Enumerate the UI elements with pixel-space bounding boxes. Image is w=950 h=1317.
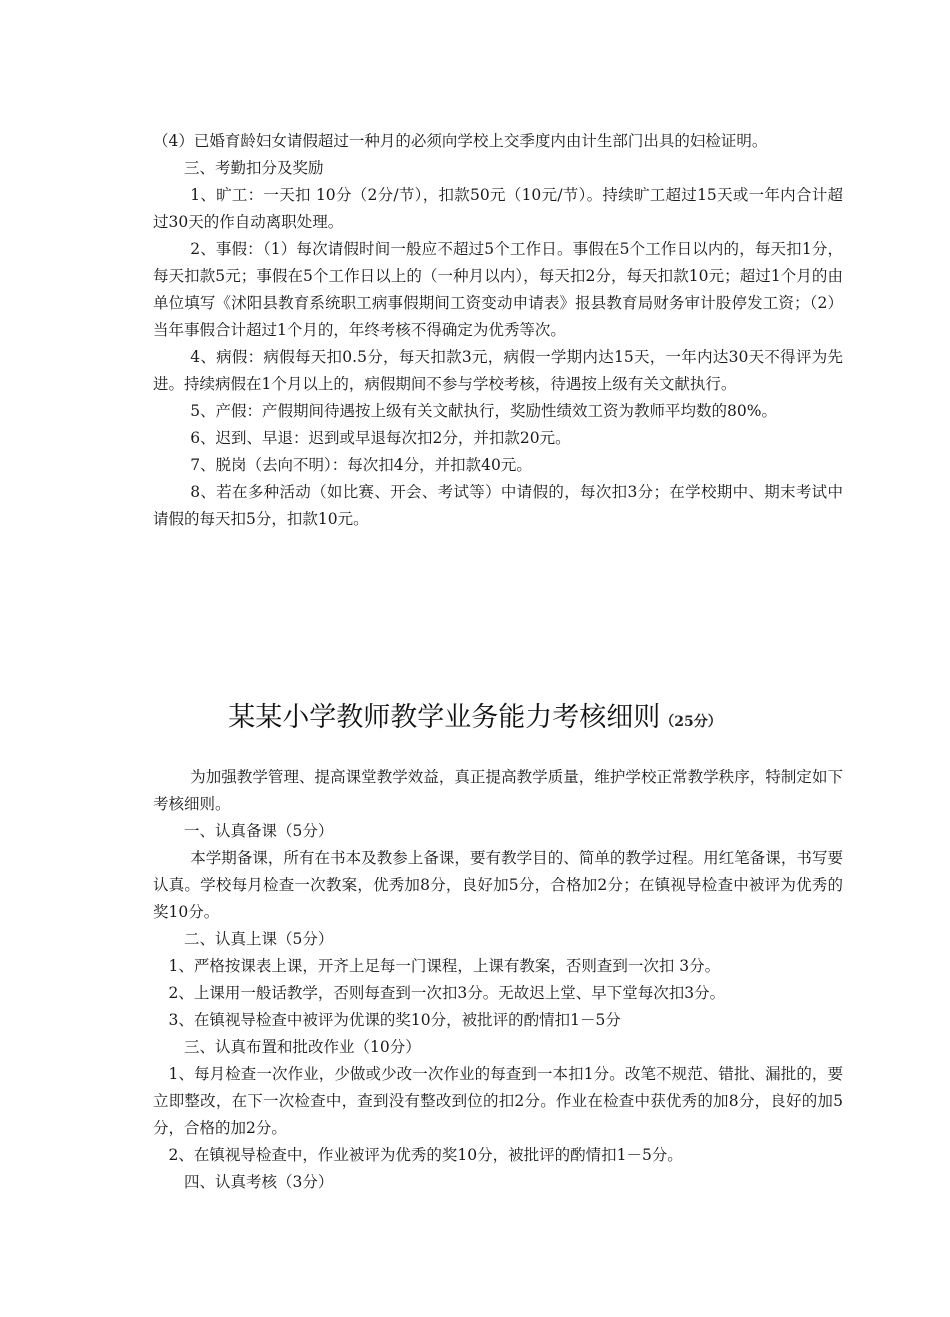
paragraph-personal-leave: 2、事假：（1）每次请假时间一般应不超过5个工作日。事假在5个工作日以内的，每天扣1分，每天扣款5元；事假在5个工作日以上的（一种月以内），每天扣2分，每天扣款10元；超过1个月的由单位填写《沭阳县教育系统职工病事假期间工资变动申请表》报县教育局财务审计股停发工资；（2）当年事假合计超过1个月的，年终考核不得确定为优秀等次。 [153, 240, 843, 339]
paragraph-late-early-leave: 6、迟到、早退：迟到或早退每次扣2分，并扣款20元。 [190, 429, 571, 447]
paragraph-class-schedule: 1、严格按课表上课，开齐上足每一门课程，上课有教案，否则查到一次扣 3分。 [168, 957, 721, 975]
paragraph-maternity-leave: 5、产假：产假期间待遇按上级有关文献执行，奖励性绩效工资为教师平均数的80%。 [190, 402, 778, 420]
page-title [0, 688, 950, 750]
paragraph-introduction: 为加强教学管理、提高课堂教学效益，真正提高教学质量，维护学校正常教学秩序，特制定如下考核细则。 [153, 768, 843, 813]
paragraph-inspection-award: 3、在镇视导检查中被评为优课的奖10分，被批评的酌情扣1－5分 [168, 1011, 621, 1029]
teaching-assessment-section [153, 764, 843, 1196]
paragraph-activity-leave: 8、若在多种活动（如比赛、开会、考试等）中请假的，每次扣3分；在学校期中、期末考试中请假的每天扣5分，扣款10元。 [153, 483, 843, 528]
paragraph-maternity-leave-note: （4）已婚育龄妇女请假超过一种月的必须向学校上交季度内由计生部门出具的妇检证明。 [153, 132, 768, 150]
heading-assessment: 四、认真考核（3分） [184, 1173, 334, 1191]
heading-lesson-preparation: 一、认真备课（5分） [184, 822, 334, 840]
heading-homework: 三、认真布置和批改作业（10分） [184, 1038, 421, 1056]
attendance-rules-section [153, 128, 843, 533]
paragraph-homework-check: 1、每月检查一次作业，少做或少改一次作业的每查到一本扣1分。改笔不规范、错批、漏批的，要立即整改，在下一次检查中，查到没有整改到位的扣2分。作业在检查中获优秀的加8分，良好的加5分，合格的加2分。 [153, 1065, 843, 1137]
paragraph-sick-leave: 4、病假：病假每天扣0.5分，每天扣款3元，病假一学期内达15天，一年内达30天不得评为先进。持续病假在1个月以上的，病假期间不参与学校考核，待遇按上级有关文献执行。 [153, 348, 843, 393]
title-main-text: 某某小学教师教学业务能力考核细则 [228, 702, 661, 733]
heading-attendance-deductions: 三、考勤扣分及奖励 [184, 159, 324, 177]
paragraph-mandarin-teaching: 2、上课用一般话教学，否则每查到一次扣3分。无故迟上堂、早下堂每次扣3分。 [168, 984, 726, 1002]
paragraph-homework-award: 2、在镇视导检查中，作业被评为优秀的奖10分，被批评的酌情扣1－5分。 [168, 1146, 683, 1164]
title-score-text: （25分） [660, 714, 722, 730]
paragraph-absenteeism: 1、旷工：一天扣 10分（2分/节），扣款50元（10元/节）。持续旷工超过15天或一年内合计超过30天的作自动离职处理。 [153, 186, 843, 231]
heading-teaching-classes: 二、认真上课（5分） [184, 930, 334, 948]
paragraph-absent-from-post: 7、脱岗（去向不明）：每次扣4分，并扣款40元。 [190, 456, 532, 474]
paragraph-lesson-preparation: 本学期备课，所有在书本及教参上备课，要有教学目的、简单的教学过程。用红笔备课，书写要认真。学校每月检查一次教案，优秀加8分，良好加5分，合格加2分；在镇视导检查中被评为优秀的奖10分。 [153, 849, 843, 921]
